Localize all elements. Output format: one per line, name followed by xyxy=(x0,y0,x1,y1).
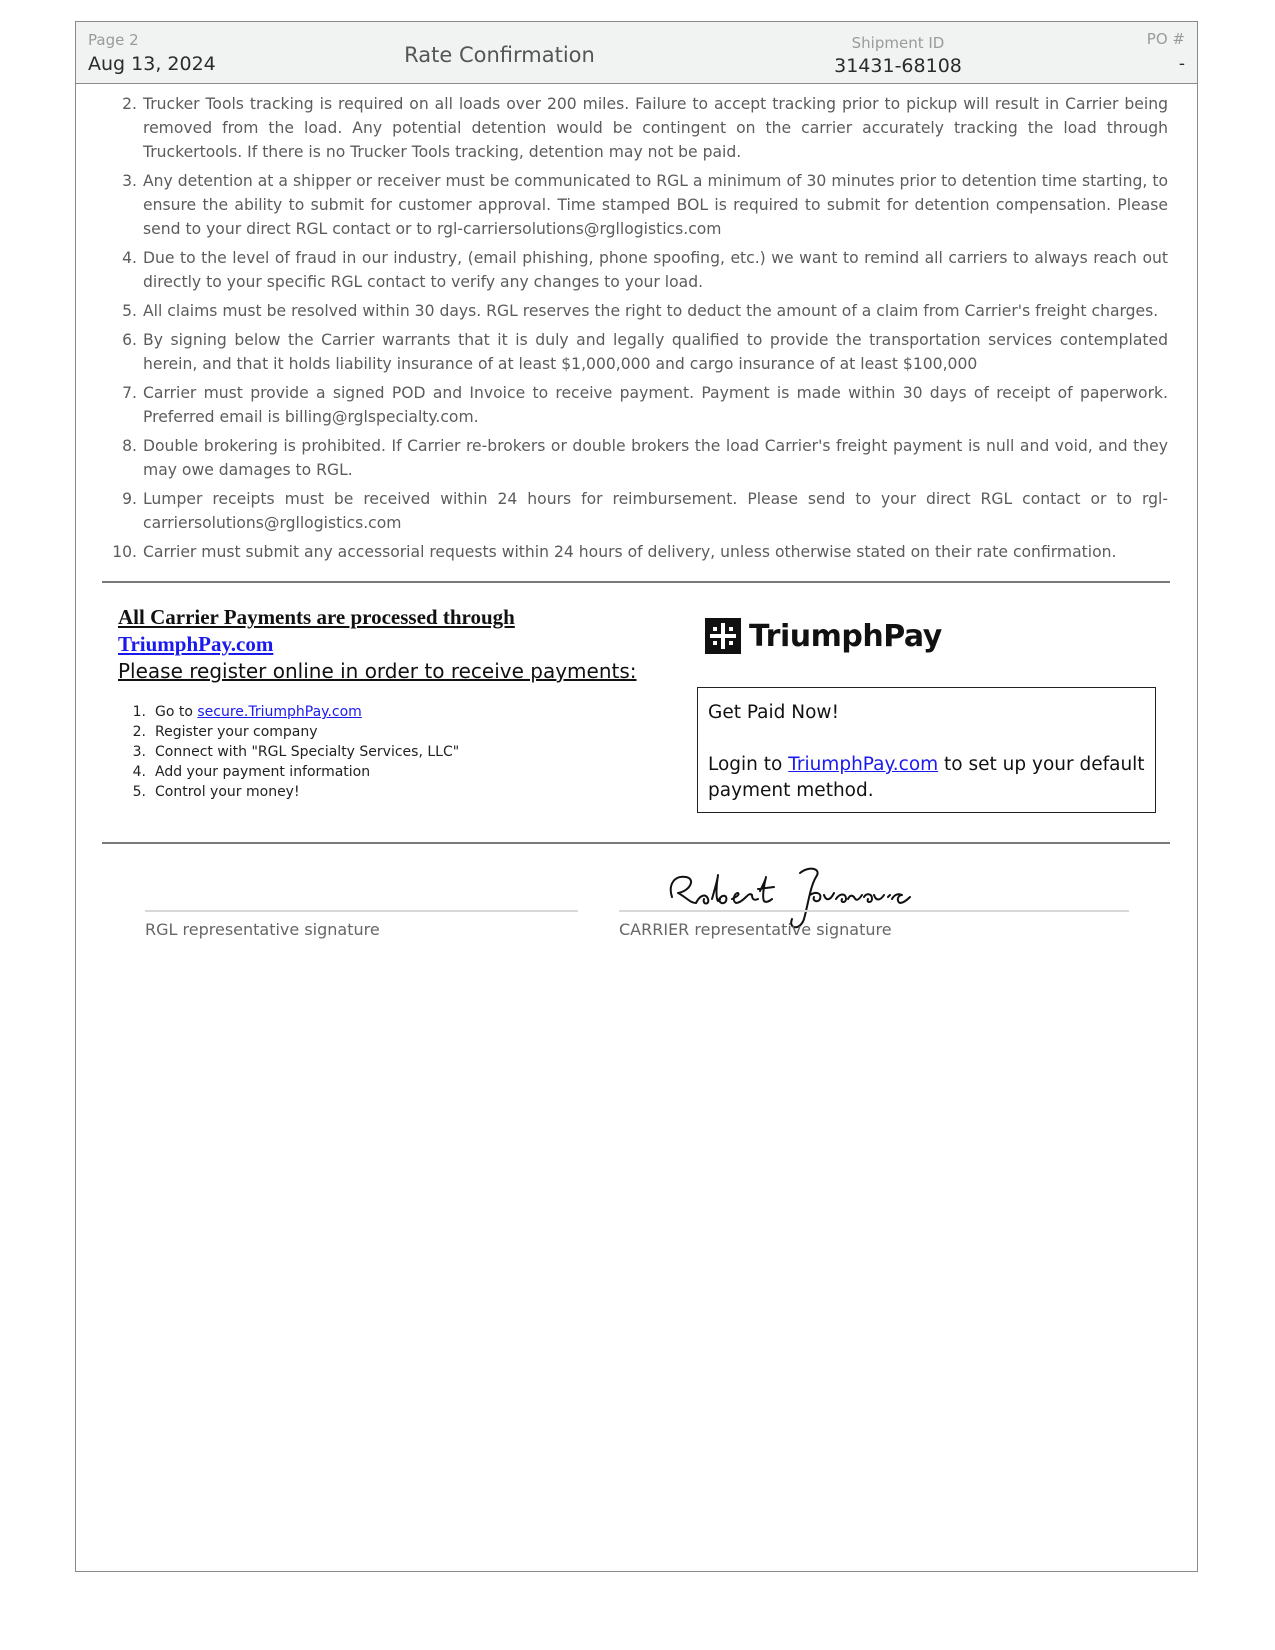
term-text: All claims must be resolved within 30 days. RGL reserves the right to deduct the amount of a claim from Carrier's freight charges. xyxy=(143,302,1159,320)
term-text: Carrier must submit any accessorial requests within 24 hours of delivery, unless otherwise stated on their rate confirmation. xyxy=(143,543,1117,561)
section-divider xyxy=(102,842,1170,844)
term-item: 9. Lumper receipts must be received within 24 hours for reimbursement. Please send to your direct RGL contact or to rgl-carriersolutions@rgllogistics.com xyxy=(122,490,1168,532)
term-text: Any detention at a shipper or receiver must be communicated to RGL a minimum of 30 minutes prior to detention time starting, to ensure the ability to submit for customer approval. Time stamped BOL is required to submit for detention compensation. Please send to your direct RGL contact or to rgl-carriersolutions@rgllogistics.com xyxy=(143,172,1168,238)
document-title: Rate Confirmation xyxy=(404,43,595,67)
term-text: Carrier must provide a signed POD and Invoice to receive payment. Payment is made within 30 days of receipt of paperwork. Preferred email is billing@rglspecialty.com. xyxy=(143,384,1168,426)
payments-heading xyxy=(118,604,678,658)
term-item: 8. Double brokering is prohibited. If Carrier re-brokers or double brokers the load Carrier's freight payment is null and void, and they may owe damages to RGL. xyxy=(122,437,1168,479)
triumphpay-logo-text: TriumphPay xyxy=(749,618,942,654)
register-instruction: Please register online in order to receive payments: xyxy=(118,659,637,683)
document-date: Aug 13, 2024 xyxy=(88,53,216,75)
registration-steps xyxy=(118,702,459,802)
triumphpay-heading-link[interactable]: TriumphPay.com xyxy=(118,632,274,656)
shipment-id-label: Shipment ID xyxy=(851,34,945,52)
step-item: 4. Add your payment information xyxy=(132,764,371,780)
term-item: 7. Carrier must provide a signed POD and Invoice to receive payment. Payment is made within 30 days of receipt of paperwork. Preferred email is billing@rglspecialty.com. xyxy=(122,384,1168,426)
term-item: 2. Trucker Tools tracking is required on all loads over 200 miles. Failure to accept tracking prior to pickup will result in Carrier being removed from the load. Any potential detention would be contingent on the carrier accurately tracking the load through Truckertools. If there is no Trucker Tools tracking, detention may not be paid. xyxy=(122,95,1168,161)
carrier-signature-line xyxy=(619,910,1129,912)
page-header xyxy=(76,22,1197,84)
page-number: Page 2 xyxy=(88,31,139,49)
step-item: 1. Go to secure.TriumphPay.com xyxy=(132,704,362,720)
triumphpay-logo-icon xyxy=(705,618,741,654)
rgl-signature-caption: RGL representative signature xyxy=(145,920,380,939)
get-paid-text: Login to TriumphPay.com to set up your default payment method. xyxy=(708,754,1145,801)
section-divider xyxy=(102,581,1170,583)
term-text: Due to the level of fraud in our industry, (email phishing, phone spoofing, etc.) we want to remind all carriers to always reach out directly to your specific RGL contact to verify any changes to your load. xyxy=(143,249,1168,291)
terms-list xyxy=(100,92,1168,569)
shipment-id-value: 31431-68108 xyxy=(834,55,962,77)
term-text: Double brokering is prohibited. If Carrier re-brokers or double brokers the load Carrier's freight payment is null and void, and they may owe damages to RGL. xyxy=(143,437,1168,479)
rgl-signature-line xyxy=(145,910,578,912)
term-text: Trucker Tools tracking is required on all loads over 200 miles. Failure to accept tracking prior to pickup will result in Carrier being removed from the load. Any potential detention would be contingent on the carrier accurately tracking the load through Truckertools. If there is no Trucker Tools tracking, detention may not be paid. xyxy=(143,95,1168,161)
step-item: 3. Connect with "RGL Specialty Services, LLC" xyxy=(132,744,460,760)
term-item: 4. Due to the level of fraud in our industry, (email phishing, phone spoofing, etc.) we want to remind all carriers to always reach out directly to your specific RGL contact to verify any changes to your load. xyxy=(122,249,1168,291)
term-text: By signing below the Carrier warrants that it is duly and legally qualified to provide the transportation services contemplated herein, and that it holds liability insurance of at least $1,000,000 and cargo insurance of at least $100,000 xyxy=(143,331,1168,373)
payments-heading-text: All Carrier Payments are processed through xyxy=(118,605,515,629)
po-value: - xyxy=(1178,54,1185,74)
step-item: 2. Register your company xyxy=(132,724,318,740)
term-text: Lumper receipts must be received within 24 hours for reimbursement. Please send to your direct RGL contact or to rgl-carriersolutions@rgllogistics.com xyxy=(143,490,1168,532)
get-paid-title: Get Paid Now! xyxy=(708,702,839,723)
carrier-signature-caption: CARRIER representative signature xyxy=(619,920,892,939)
secure-triumphpay-link[interactable]: secure.TriumphPay.com xyxy=(197,704,362,720)
term-item: 6. By signing below the Carrier warrants that it is duly and legally qualified to provide the transportation services contemplated herein, and that it holds liability insurance of at least $1,000,000 and cargo insurance of at least $100,000 xyxy=(122,331,1168,373)
term-item: 10. Carrier must submit any accessorial requests within 24 hours of delivery, unless otherwise stated on their rate confirmation. xyxy=(112,543,1117,561)
triumphpay-login-link[interactable]: TriumphPay.com xyxy=(788,754,939,775)
triumphpay-logo xyxy=(705,616,942,656)
po-label: PO # xyxy=(1146,30,1185,48)
term-item: 3. Any detention at a shipper or receiver must be communicated to RGL a minimum of 30 minutes prior to detention time starting, to ensure the ability to submit for customer approval. Time stamped BOL is required to submit for detention compensation. Please send to your direct RGL contact or to rgl-carriersolutions@rgllogistics.com xyxy=(122,172,1168,238)
step-item: 5. Control your money! xyxy=(132,784,300,800)
get-paid-box xyxy=(697,687,1156,813)
term-item: 5. All claims must be resolved within 30 days. RGL reserves the right to deduct the amount of a claim from Carrier's freight charges. xyxy=(122,302,1159,320)
